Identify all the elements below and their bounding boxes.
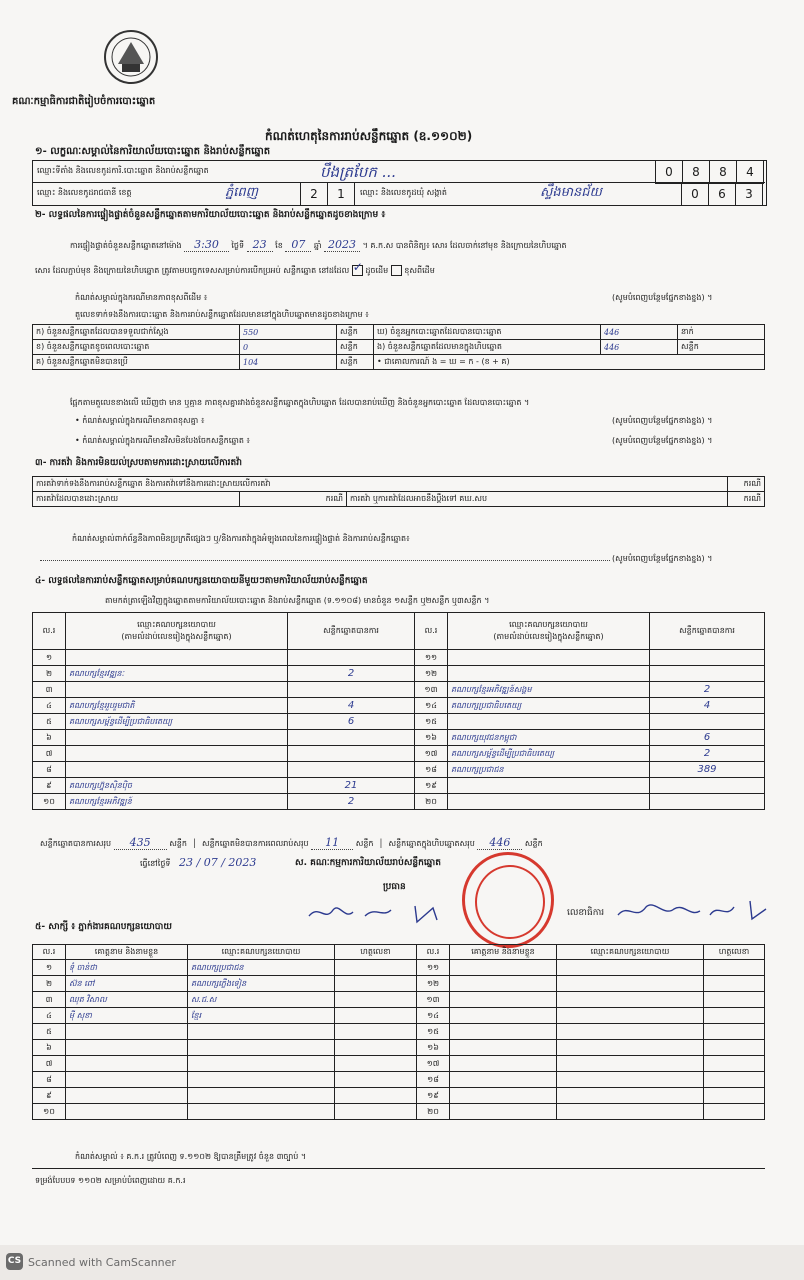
- time-value: 3:30: [184, 238, 229, 252]
- s2-para3: តួលេខទាក់ទងនឹងការបោះឆ្នោត និងការរាប់សន្លឹកឆ្នោតដែលមាននៅក្នុងហិបឆ្នោតមានដូចខាងក្រោម ៖: [75, 310, 369, 319]
- witness-signature: [704, 1040, 765, 1056]
- witness-party: [188, 1104, 335, 1120]
- row-number: ១៧: [417, 1056, 450, 1072]
- month-value: 07: [285, 238, 311, 252]
- total-unit: សន្លឹក: [355, 839, 374, 848]
- cell: • ជាគោលការណ៍ ង = ឃ = ក - (ខ + គ): [374, 355, 765, 370]
- results-row: [33, 762, 765, 778]
- party-name: [448, 666, 650, 682]
- witness-signature: [335, 1008, 417, 1024]
- code-digit: 2: [300, 182, 328, 206]
- witness-party: [557, 1056, 704, 1072]
- party-name: [448, 794, 650, 810]
- s1-row2-value: ភ្នំពេញ: [225, 185, 259, 200]
- total-label: សន្លឹកឆ្នោតបានការសរុប: [40, 839, 112, 848]
- row-number: ១៩: [417, 1088, 450, 1104]
- party-name: [66, 746, 288, 762]
- results-row: [33, 650, 765, 666]
- witness-party: [557, 992, 704, 1008]
- chair-label: ប្រធាន: [383, 882, 406, 892]
- row-number: ១១: [417, 960, 450, 976]
- code-digit: 3: [736, 182, 763, 206]
- row-number: ១៨: [417, 1072, 450, 1088]
- vote-count: [650, 794, 765, 810]
- total-label: សន្លឹកឆ្នោតក្នុងហិបឆ្នោតសរុប: [388, 839, 475, 848]
- section3-title: ៣- ការតវ៉ា និងការមិនយល់ស្របតាមការដោះស្រាយលើការតវ៉ា: [35, 458, 242, 468]
- party-name: គណបក្សប្រជាធិបតេយ្យ: [448, 698, 650, 714]
- different-checkbox[interactable]: [391, 265, 402, 276]
- witness-row: [33, 1072, 765, 1088]
- party-name: [66, 762, 288, 778]
- s1-row1-code: [655, 160, 764, 184]
- row-number: ១៦: [417, 1040, 450, 1056]
- s2-text: កំណត់សម្គាល់ក្នុងករណីមានភាពខុសពីដើម ៖: [75, 293, 208, 302]
- s2-text: ខែ: [275, 241, 283, 250]
- party-name: គណបក្សខ្មែរអភិវឌ្ឍន៍: [66, 794, 288, 810]
- s3-table: [32, 476, 765, 507]
- row-number: ៧: [33, 746, 66, 762]
- row-number: ២: [33, 976, 66, 992]
- cell: 446: [601, 325, 678, 340]
- row-number: ២០: [417, 1104, 450, 1120]
- witness-row: [33, 992, 765, 1008]
- cell: សន្លឹក: [337, 340, 374, 355]
- vote-count: 2: [650, 682, 765, 698]
- s1-row2-code2: [681, 182, 763, 206]
- vote-count: 21: [288, 778, 415, 794]
- vote-count: 389: [650, 762, 765, 778]
- party-name: គណបក្សប្រជាជន: [448, 762, 650, 778]
- stamp-inner: [475, 865, 545, 939]
- results-row: [33, 746, 765, 762]
- date-label: ធ្វើនៅថ្ងៃទី: [140, 859, 171, 868]
- col-sign: ហត្ថលេខា: [704, 945, 765, 960]
- figures-row: [33, 355, 765, 370]
- witness-signature: [335, 1104, 417, 1120]
- col-no: ល.រ: [415, 613, 448, 650]
- row-number: ៨: [33, 1072, 66, 1088]
- col-party: ឈ្មោះគណបក្សនយោបាយ: [557, 945, 704, 960]
- witness-name: [450, 1008, 557, 1024]
- witness-name: [450, 1072, 557, 1088]
- results-row: [33, 714, 765, 730]
- results-row: [33, 778, 765, 794]
- witness-name: [450, 960, 557, 976]
- chair-signature: [305, 898, 455, 926]
- col-party: [448, 613, 650, 650]
- s2-figures-table: [32, 324, 765, 370]
- col-party-label: ឈ្មោះគណបក្សនយោបាយ: [137, 620, 216, 629]
- witness-signature: [704, 992, 765, 1008]
- row-number: ១៤: [417, 1008, 450, 1024]
- witness-row: [33, 1088, 765, 1104]
- witness-name: [450, 1040, 557, 1056]
- cell: ករណី: [240, 492, 347, 507]
- witness-name: [66, 1040, 188, 1056]
- party-name: [448, 650, 650, 666]
- s3-note: កំណត់សម្គាល់ពាក់ព័ន្ធនឹងភាពមិនប្រក្រតីផ្សេងៗ ឬ/និងការតវ៉ាក្នុងអំឡុងពេលនៃការផ្ទៀងផ្ទាត់ និងការរាប់សន្លឹកឆ្នោត៖: [72, 534, 410, 543]
- cell: ឃ) ចំនួនអ្នកបោះឆ្នោតដែលបានបោះឆ្នោត: [374, 325, 601, 340]
- witness-party: ខ្មែរ: [188, 1008, 335, 1024]
- party-name: គណបក្សខ្មែររួបរួមជាតិ: [66, 698, 288, 714]
- vote-count: [288, 746, 415, 762]
- vote-count: 6: [288, 714, 415, 730]
- total-unit: សន្លឹក: [524, 839, 543, 848]
- code-digit: 4: [737, 160, 764, 184]
- col-party-label: ឈ្មោះគណបក្សនយោបាយ: [509, 620, 588, 629]
- s2-note-hint: (សូមបំពេញបន្ថែមផ្នែកខាងខ្នង) ។: [612, 293, 713, 302]
- witness-row: [33, 976, 765, 992]
- witness-name: ស៊ន ពៅ: [66, 976, 188, 992]
- s2-check-line: ផ្អែកតាមតួលេខខាងលើ ឃើញថា មាន ឬគ្មាន ភាពខុសគ្នារវាងចំនួនសន្លឹកឆ្នោតក្នុងហិបឆ្នោត ដែលបានរាប់ឃើញ និងចំនួនអ្នកបោះឆ្នោត ដែលបានបោះឆ្នោត ។: [70, 398, 530, 407]
- figures-row: [33, 340, 765, 355]
- party-name: គណបក្សហ្វ៊ុនស៊ិនប៉ិច: [66, 778, 288, 794]
- vote-count: [288, 762, 415, 778]
- witness-name: [450, 1024, 557, 1040]
- official-stamp: [462, 852, 554, 948]
- s1-row2-code: [300, 182, 355, 206]
- vote-count: [650, 714, 765, 730]
- witness-party: [557, 976, 704, 992]
- vote-count: [288, 650, 415, 666]
- section2-title: ២- លទ្ធផលនៃការផ្ទៀងផ្ទាត់ចំនួនសន្លឹកឆ្នោតតាមការិយាល័យបោះឆ្នោត និងរាប់សន្លឹកឆ្នោតដូចខាងក្រោម ៖: [35, 210, 386, 220]
- witness-name: ម៉ី សុខា: [66, 1008, 188, 1024]
- col-name: គោត្តនាម និងនាមខ្លួន: [450, 945, 557, 960]
- witness-party: [557, 960, 704, 976]
- cell: ការតវ៉ាទាក់ទងនឹងការរាប់សន្លឹកឆ្នោត និងការតវ៉ាទៅនឹងការដោះស្រាយលើការតវ៉ា: [33, 477, 728, 492]
- col-name: គោត្តនាម និងនាមខ្លួន: [66, 945, 188, 960]
- witness-party: [557, 1040, 704, 1056]
- col-no: ល.រ: [417, 945, 450, 960]
- row-number: ៨: [33, 762, 66, 778]
- date-line: [140, 858, 262, 869]
- party-name: គណបក្សខ្មែរអភិវឌ្ឍន៍សង្គម: [448, 682, 650, 698]
- code-digit: 8: [710, 160, 737, 184]
- row-number: ១០: [33, 1104, 66, 1120]
- row-number: ៧: [33, 1056, 66, 1072]
- witness-signature: [704, 960, 765, 976]
- results-body: [33, 650, 765, 810]
- code-digit: 1: [328, 182, 355, 206]
- witness-party: [188, 1056, 335, 1072]
- row-number: ៩: [33, 778, 66, 794]
- party-name: គណបក្សសម្ព័ន្ធដើម្បីប្រជាធិបតេយ្យ: [66, 714, 288, 730]
- vote-count: 2: [650, 746, 765, 762]
- witness-party: [188, 1072, 335, 1088]
- row-number: ១៣: [417, 992, 450, 1008]
- total-label: សន្លឹកឆ្នោតមិនបានការពេលរាប់សរុប: [201, 839, 309, 848]
- s1-row2-value2: ស្ទឹងមានជ័យ: [540, 185, 602, 200]
- s4-subtitle: តាមកត់ត្រាឡើងវិញក្នុងឆ្នោតតាមការិយាល័យបោះឆ្នោត និងរាប់សន្លឹកឆ្នោត (ទ.១១០៨) មានចំនួន ១សន្លឹក ឬ២សន្លឹក ឬ៣សន្លឹក ។: [105, 596, 490, 605]
- witness-party: [557, 1088, 704, 1104]
- secretary-signature: [614, 895, 774, 925]
- row-number: ១៤: [415, 698, 448, 714]
- row-number: ៤: [33, 698, 66, 714]
- s2-text: សោរ ដែលភ្ជាប់មុខ និងក្រោយនៃហិបឆ្នោត ត្រូវតាមបច្ចេកទេសសម្រាប់ការបើកប្រអប់ សន្លឹកឆ្នោត នៅដដែល: [35, 266, 350, 275]
- cell: ង) ចំនួនសន្លឹកឆ្នោតដែលមានក្នុងហិបឆ្នោត: [374, 340, 601, 355]
- committee-label: ស. គណៈកម្មការការិយាល័យរាប់សន្លឹកឆ្នោត: [295, 858, 441, 868]
- witness-name: [450, 1104, 557, 1120]
- cell: គ) ចំនួនសន្លឹកឆ្នោតមិនបានប្រើ: [33, 355, 240, 370]
- row-number: ១៧: [415, 746, 448, 762]
- code-digit: 0: [655, 160, 683, 184]
- row-number: ២០: [415, 794, 448, 810]
- s1-row1-label: ឈ្មោះទីតាំង និងលេខកូដការិ.បោះឆ្នោត និងរាប់សន្លឹកឆ្នោត: [37, 166, 209, 175]
- same-checkbox[interactable]: ✓: [352, 260, 363, 274]
- party-name: [66, 650, 288, 666]
- nec-logo: [100, 28, 162, 86]
- s2-hint2: (សូមបំពេញបន្ថែមផ្នែកខាងខ្នង) ។: [612, 436, 713, 445]
- row-number: ៣: [33, 992, 66, 1008]
- code-digit: 0: [681, 182, 709, 206]
- cell: 104: [240, 355, 337, 370]
- witness-party: [188, 1088, 335, 1104]
- witness-name: ឈុត វិសាល: [66, 992, 188, 1008]
- results-row: [33, 698, 765, 714]
- cell: 550: [240, 325, 337, 340]
- witness-signature: [704, 1008, 765, 1024]
- cell: ការតវ៉ា ឬការតវ៉ាដែលអាចនឹងប្តឹងទៅ គឃ.សប: [347, 492, 728, 507]
- witness-signature: [335, 1040, 417, 1056]
- col-sign: ហត្ថលេខា: [335, 945, 417, 960]
- witness-signature: [704, 1088, 765, 1104]
- s5-note: កំណត់សម្គាល់ ៖ គ.ក.រ ត្រូវបំពេញ ទ.១១០២ ឱ្យបានត្រឹមត្រូវ ចំនួន ៣ច្បាប់ ។: [75, 1152, 307, 1161]
- s2-text: ថ្ងៃទី: [231, 241, 245, 250]
- witness-name: [66, 1056, 188, 1072]
- figures-row: [33, 325, 765, 340]
- cell: សន្លឹក: [337, 355, 374, 370]
- row-number: ៥: [33, 1024, 66, 1040]
- cell: សន្លឹក: [337, 325, 374, 340]
- party-name: [66, 730, 288, 746]
- year-value: 2023: [324, 238, 360, 252]
- cell: នាក់: [678, 325, 765, 340]
- row-number: ១១: [415, 650, 448, 666]
- code-digit: 8: [683, 160, 710, 184]
- s2-para1: [70, 240, 567, 251]
- witness-row: [33, 1008, 765, 1024]
- totals-line: សន្លឹកឆ្នោតបានការសរុប 435 សន្លឹក │ សន្លឹកឆ្នោតមិនបានការពេលរាប់សរុប 11 សន្លឹក │ សន្លឹកឆ្នោតក្នុងហិបឆ្នោតសរុប 446 សន្លឹក: [40, 836, 543, 849]
- code-digit: 6: [709, 182, 736, 206]
- witness-name: [450, 992, 557, 1008]
- vote-count: 6: [650, 730, 765, 746]
- vote-count: [650, 666, 765, 682]
- section5-title: ៥- សាក្សី ៖ ភ្នាក់ងារគណបក្សនយោបាយ: [35, 922, 172, 932]
- cell: ការតវ៉ាដែលបានដោះស្រាយ: [33, 492, 240, 507]
- row-number: ១០: [33, 794, 66, 810]
- witness-party: គណបក្សប្រជាជន: [188, 960, 335, 976]
- witness-table: [32, 944, 765, 1120]
- witness-signature: [704, 1024, 765, 1040]
- witness-name: [66, 1088, 188, 1104]
- witness-signature: [335, 960, 417, 976]
- witness-row: [33, 1104, 765, 1120]
- total-valid-value: 435: [114, 836, 167, 850]
- cell: 0: [240, 340, 337, 355]
- witness-body: [33, 960, 765, 1120]
- total-unit: សន្លឹក: [169, 839, 187, 848]
- camscanner-logo: CS: [6, 1253, 23, 1270]
- same-label: ដូចដើម: [365, 266, 389, 275]
- witness-name: [66, 1024, 188, 1040]
- party-name: គណបក្សខ្មែរវឌ្ឍនៈ: [66, 666, 288, 682]
- total-invalid-value: 11: [311, 836, 353, 850]
- row-number: ៥: [33, 714, 66, 730]
- col-votes: សន្លឹកឆ្នោតបានការ: [288, 613, 415, 650]
- different-label: ខុសពីដើម: [404, 266, 435, 275]
- form-title: កំណត់ហេតុនៃការរាប់សន្លឹកឆ្នោត (ឧ.១១០២): [265, 129, 473, 143]
- s1-row2-label2: ឈ្មោះ និងលេខកូដឃុំ សង្កាត់: [360, 188, 447, 197]
- witness-signature: [704, 1056, 765, 1072]
- witness-name: [450, 976, 557, 992]
- vote-count: [288, 682, 415, 698]
- witness-name: [450, 1088, 557, 1104]
- vote-count: 4: [650, 698, 765, 714]
- col-no: ល.រ: [33, 945, 66, 960]
- cell: ករណី: [728, 477, 765, 492]
- cell: សន្លឹក: [678, 340, 765, 355]
- witness-row: [33, 960, 765, 976]
- s2-para2: [35, 260, 435, 276]
- witness-name: [66, 1072, 188, 1088]
- row-number: ១: [33, 650, 66, 666]
- s3-hint: (សូមបំពេញបន្ថែមផ្នែកខាងខ្នង) ។: [612, 554, 713, 563]
- witness-row: [33, 1024, 765, 1040]
- row-number: ១: [33, 960, 66, 976]
- witness-row: [33, 1040, 765, 1056]
- vote-count: [288, 730, 415, 746]
- col-party: ឈ្មោះគណបក្សនយោបាយ: [188, 945, 335, 960]
- s3-row: [33, 477, 765, 492]
- s3-fill-line: [40, 556, 610, 561]
- witness-signature: [335, 1024, 417, 1040]
- vote-count: [650, 650, 765, 666]
- day-value: 23: [247, 238, 273, 252]
- row-number: ៦: [33, 730, 66, 746]
- results-row: [33, 794, 765, 810]
- row-number: ១៨: [415, 762, 448, 778]
- witness-header: [33, 945, 765, 960]
- col-party: [66, 613, 288, 650]
- witness-row: [33, 1056, 765, 1072]
- vote-count: [650, 778, 765, 794]
- s2-text: ឆ្នាំ: [313, 241, 322, 250]
- witness-signature: [335, 992, 417, 1008]
- witness-party: [557, 1104, 704, 1120]
- witness-party: [557, 1008, 704, 1024]
- row-number: ១៥: [417, 1024, 450, 1040]
- witness-party: [557, 1024, 704, 1040]
- footer-divider: [32, 1168, 765, 1169]
- witness-party: [188, 1040, 335, 1056]
- party-name: [66, 682, 288, 698]
- row-number: ១៣: [415, 682, 448, 698]
- witness-signature: [704, 1072, 765, 1088]
- s2-text: ការផ្ទៀងផ្ទាត់ចំនួនសន្លឹកឆ្នោតនៅម៉ោង: [70, 241, 182, 250]
- witness-name: ទុំ ចាន់ថា: [66, 960, 188, 976]
- col-no: ល.រ: [33, 613, 66, 650]
- s1-row2-label: ឈ្មោះ និងលេខកូដរាជធានី ខេត្ត: [37, 188, 132, 197]
- results-header: [33, 613, 765, 650]
- col-party-sub: (តាមលំដាប់លេខរៀងក្នុងសន្លឹកឆ្នោត): [121, 632, 232, 641]
- camscanner-label: Scanned with CamScanner: [28, 1256, 176, 1269]
- party-name: គណបក្សយុវជនកម្ពុជា: [448, 730, 650, 746]
- results-row: [33, 682, 765, 698]
- cell: ខ) ចំនួនសន្លឹកឆ្នោតខូចពេលបោះឆ្នោត: [33, 340, 240, 355]
- results-row: [33, 730, 765, 746]
- vote-count: 2: [288, 666, 415, 682]
- s3-row: [33, 492, 765, 507]
- vote-count: 2: [288, 794, 415, 810]
- witness-signature: [335, 1072, 417, 1088]
- date-value: 23 / 07 / 2023: [179, 856, 257, 869]
- total-box-value: 446: [477, 836, 522, 850]
- witness-party: គណបក្សភ្លើងទៀន: [188, 976, 335, 992]
- row-number: ១៥: [415, 714, 448, 730]
- witness-name: [450, 1056, 557, 1072]
- row-number: ១២: [415, 666, 448, 682]
- witness-signature: [704, 1104, 765, 1120]
- col-votes: សន្លឹកឆ្នោតបានការ: [650, 613, 765, 650]
- witness-signature: [335, 1056, 417, 1072]
- party-name: [448, 778, 650, 794]
- col-party-sub: (តាមលំដាប់លេខរៀងក្នុងសន្លឹកឆ្នោត): [493, 632, 604, 641]
- row-number: ៤: [33, 1008, 66, 1024]
- secretary-label: លេខាធិការ: [567, 908, 605, 918]
- row-number: ១៦: [415, 730, 448, 746]
- row-number: ៦: [33, 1040, 66, 1056]
- results-table: [32, 612, 765, 810]
- row-number: ២: [33, 666, 66, 682]
- witness-signature: [335, 976, 417, 992]
- results-row: [33, 666, 765, 682]
- s2-note1: [75, 293, 605, 303]
- vote-count: 4: [288, 698, 415, 714]
- row-number: ៩: [33, 1088, 66, 1104]
- footer-note: ទម្រង់បែបបទ ១១០២ សម្រាប់បំពេញដោយ គ.ក.រ: [35, 1176, 186, 1185]
- witness-signature: [335, 1088, 417, 1104]
- witness-name: [66, 1104, 188, 1120]
- party-name: [448, 714, 650, 730]
- section4-title: ៤- លទ្ធផលនៃការរាប់សន្លឹកឆ្នោតសម្រាប់គណបក្សនយោបាយនីមួយៗតាមការិយាល័យរាប់សន្លឹកឆ្នោត: [35, 576, 368, 586]
- cell: ក) ចំនួនសន្លឹកឆ្នោតដែលបានទទួលជាក់ស្តែង: [33, 325, 240, 340]
- row-number: ៣: [33, 682, 66, 698]
- s2-text: ។ គ.ក.ស បានពិនិត្យ៖ សោរ ដែលចាក់នៅមុខ និងក្រោយនៃហិបឆ្នោត: [362, 241, 567, 250]
- s2-bullet1: • កំណត់សម្គាល់ក្នុងករណីមានភាពខុសគ្នា ៖: [75, 416, 205, 425]
- cell: 446: [601, 340, 678, 355]
- witness-party: [557, 1072, 704, 1088]
- s2-hint1: (សូមបំពេញបន្ថែមផ្នែកខាងខ្នង) ។: [612, 416, 713, 425]
- witness-party: [188, 1024, 335, 1040]
- cell: ករណី: [728, 492, 765, 507]
- row-number: ១២: [417, 976, 450, 992]
- s1-row1-value: បឹងត្របែក ...: [320, 163, 396, 181]
- commission-name: គណៈកម្មាធិការជាតិរៀបចំការបោះឆ្នោត: [12, 96, 156, 107]
- section1-title: ១- លក្ខណៈសម្គាល់នៃការិយាល័យបោះឆ្នោត និងរាប់សន្លឹកឆ្នោត: [35, 146, 271, 157]
- party-name: គណបក្សសម្ព័ន្ធដើម្បីប្រជាធិបតេយ្យ: [448, 746, 650, 762]
- row-number: ១៩: [415, 778, 448, 794]
- witness-signature: [704, 976, 765, 992]
- witness-party: ស.ជ.ស: [188, 992, 335, 1008]
- s2-bullet2: • កំណត់សម្គាល់ក្នុងករណីមានវិសមិនបែងចែកសន្លឹកឆ្នោត ៖: [75, 436, 251, 445]
